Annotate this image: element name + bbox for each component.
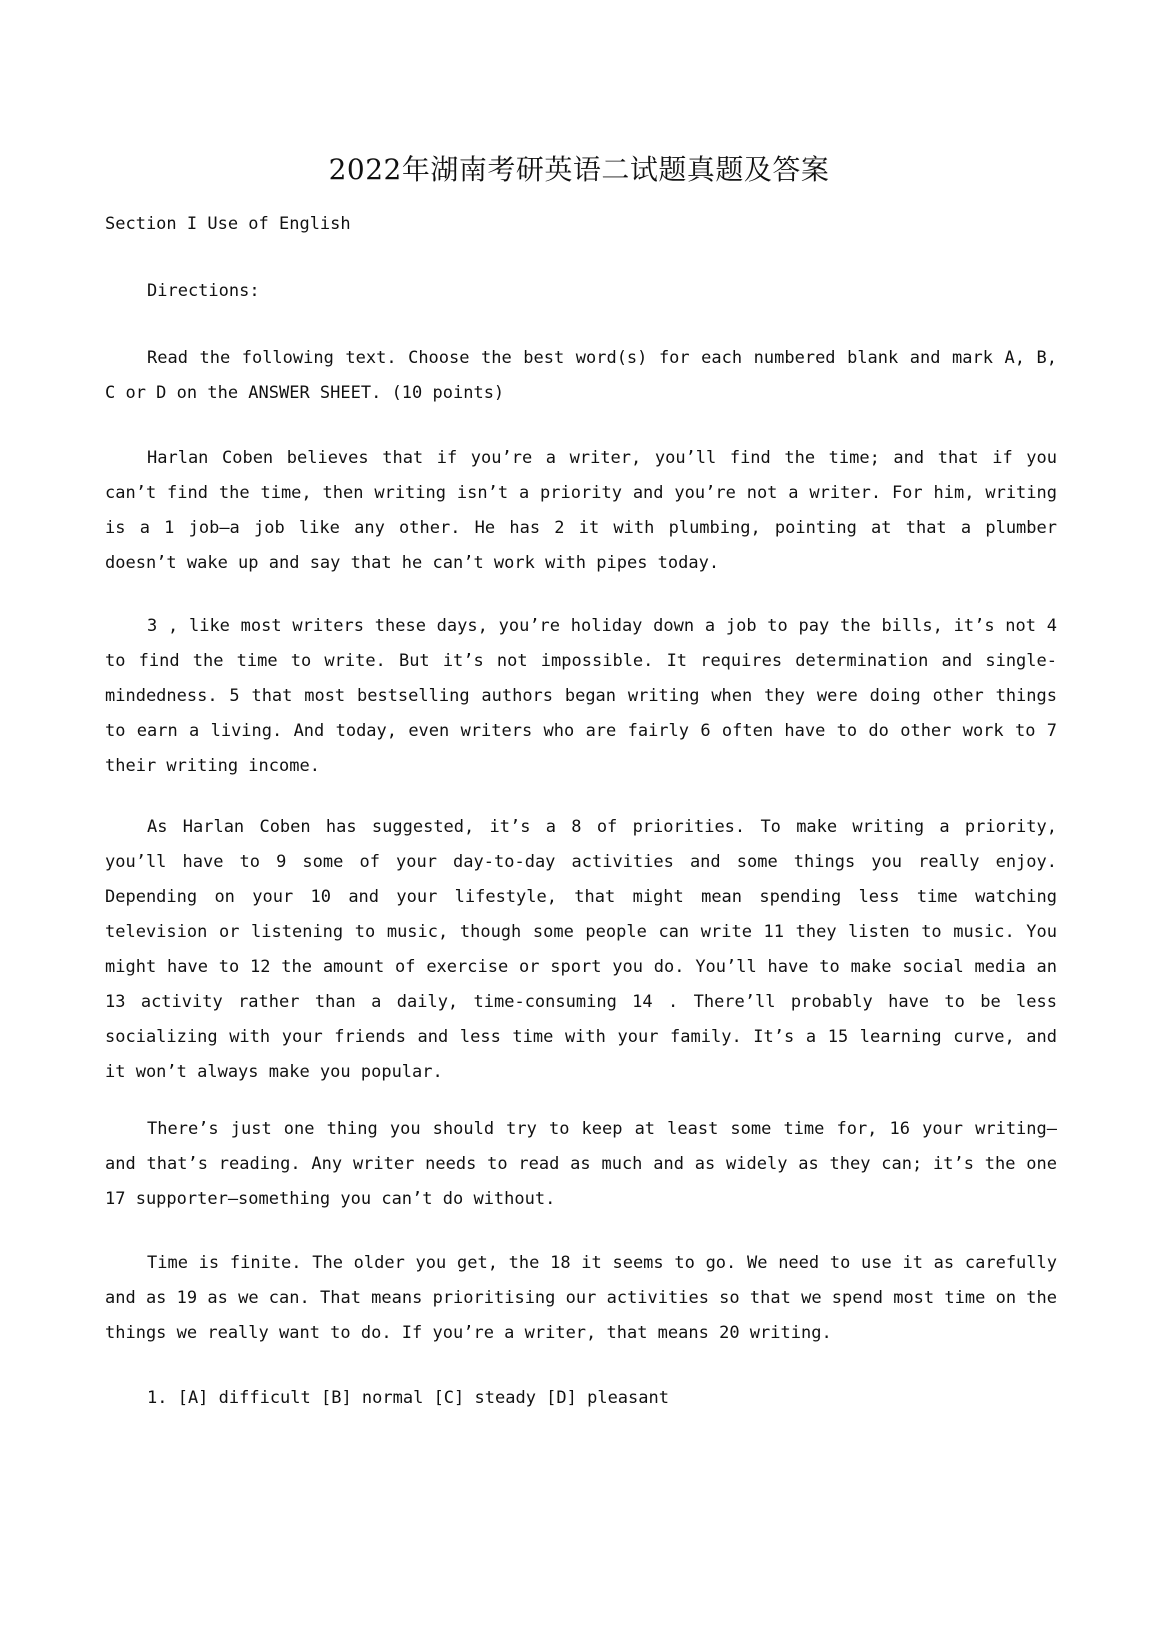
directions-paragraph: Read the following text. Choose the best word(s) for each numbered blank and mark A, B, C or D on the ANSWER SHEET. (10 points): [105, 348, 1057, 403]
passage-paragraph-5: Time is finite. The older you get, the 18 it seems to go. We need to use it as carefully and as 19 as we can. That means prioritising our activities so that we spend most time on the things we really want to do. If you’re a writer, that means 20 writing.: [105, 1253, 1057, 1343]
passage-paragraph-4: There’s just one thing you should try to keep at least some time for, 16 your writing–and that’s reading. Any writer needs to read as much and as widely as they can; it’s the one 17 supporter–something you can’t do without.: [105, 1119, 1057, 1209]
section-heading: Section I Use of English: [105, 214, 351, 234]
directions-label: Directions:: [147, 281, 260, 301]
question-1-options: 1. [A] difficult [B] normal [C] steady [D] pleasant: [147, 1388, 669, 1408]
passage-paragraph-1: Harlan Coben believes that if you’re a writer, you’ll find the time; and that if you can’t find the time, then writing isn’t a priority and you’re not a writer. For him, writing is a 1 job–a job like any other. He has 2 it with plumbing, pointing at that a plumber doesn’t wake up and say that he can’t work with pipes today.: [105, 448, 1057, 573]
passage-paragraph-2: 3 , like most writers these days, you’re holiday down a job to pay the bills, it’s not 4 to find the time to write. But it’s not impossible. It requires determination and single-mindedness. 5 that most bestselling authors began writing when they were doing other things to earn a living. And today, even writers who are fairly 6 often have to do other work to 7 their writing income.: [105, 616, 1057, 776]
passage-paragraph-3: As Harlan Coben has suggested, it’s a 8 of priorities. To make writing a priority, you’ll have to 9 some of your day-to-day activities and some things you really enjoy. Depending on your 10 and your lifestyle, that might mean spending less time watching television or listening to music, though some people can write 11 they listen to music. You might have to 12 the amount of exercise or sport you do. You’ll have to make social media an 13 activity rather than a daily, time-consuming 14 . There’ll probably have to be less socializing with your friends and less time with your family. It’s a 15 learning curve, and it won’t always make you popular.: [105, 817, 1057, 1082]
document-title: 2022年湖南考研英语二试题真题及答案: [328, 153, 830, 186]
